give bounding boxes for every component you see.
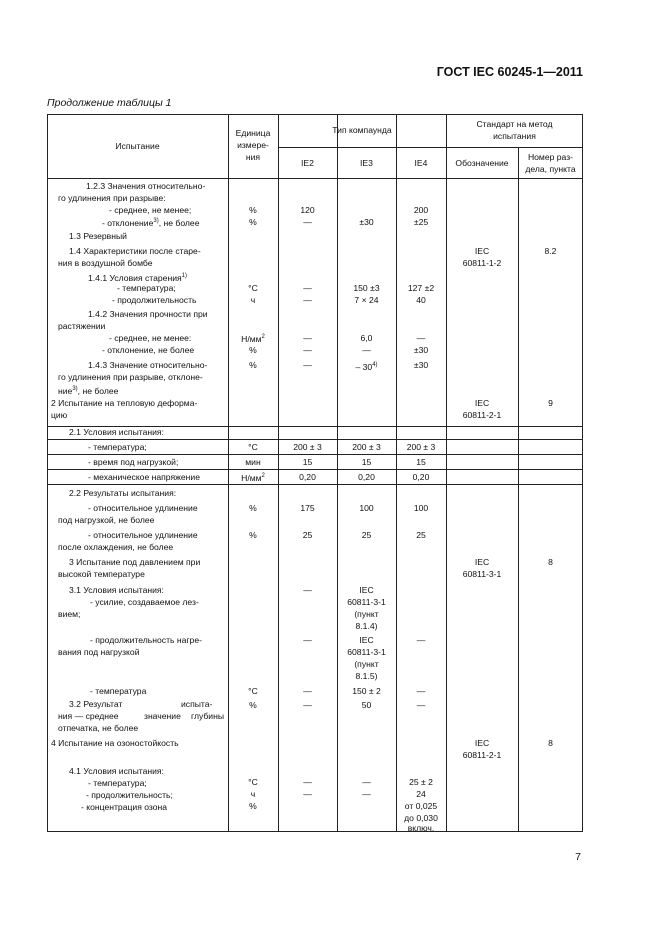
- row-1-4-2-b: растяжении: [58, 321, 106, 331]
- row-2: 2 Испытание на тепловую деформа-: [51, 398, 198, 408]
- row-1-4-1-ie4-a: 127 ±2: [407, 283, 435, 293]
- row-3-1-b-ie4: —: [416, 635, 426, 645]
- row-2-1-temp-ie2: 200 ± 3: [293, 442, 322, 452]
- row-4-1-temp: - температура;: [88, 778, 147, 788]
- row-4-1-unit-1: °C: [248, 777, 258, 787]
- row-2-2-a: - относительное удлинение: [88, 503, 198, 513]
- col-unit-1: Единица: [235, 128, 271, 138]
- row-1-3: 1.3 Резервный: [69, 231, 127, 241]
- row-4-1-unit-3: %: [249, 801, 257, 811]
- row-2-1-temp: - температура;: [88, 442, 147, 452]
- row-1-4-1-ie3-b: 7 × 24: [354, 295, 379, 305]
- row-1-4-3-c: ние$^{3)}$, не более: [58, 385, 119, 396]
- row-1-4-1-unit-2: ч: [250, 295, 256, 305]
- row-2-1-stress-ie3: 0,20: [358, 472, 375, 482]
- row-2-2-b-2: после охлаждения, не более: [58, 542, 174, 552]
- table-caption: Продолжение таблицы 1: [47, 97, 172, 109]
- row-1-2-3-mean: - среднее, не менее;: [109, 205, 192, 215]
- col-std-1: Стандарт на метод: [476, 119, 553, 129]
- row-2-2-a-2: под нагрузкой, не более: [58, 515, 155, 525]
- row-4-1-ie3-a: —: [362, 777, 371, 787]
- row-2-b: цию: [51, 410, 68, 420]
- row-1-4-2-unit-1: $Н/мм^2$: [241, 333, 265, 344]
- requirements-table: [47, 114, 583, 832]
- row-1-4-2-ie3-a: 6,0: [360, 333, 373, 343]
- row-3-2-b3: глубины: [191, 711, 224, 721]
- row-1-4-2-ie4-b: ±30: [413, 345, 429, 355]
- row-3-2-ie3: 50: [361, 700, 372, 710]
- row-3-std-1: IEC: [474, 557, 490, 567]
- row-4-1-dur: - продолжительность;: [86, 790, 173, 800]
- col-std-2: испытания: [493, 131, 536, 141]
- row-3-1-b-2: вания под нагрузкой: [58, 647, 140, 657]
- row-2-1-temp-ie3: 200 ± 3: [352, 442, 381, 452]
- col-ie4: IE4: [414, 158, 428, 168]
- row-2-1-stress-unit: $Н/мм^2$: [241, 472, 265, 483]
- row-1-4-1-ie2-b: —: [303, 295, 312, 305]
- row-3-1: 3.1 Условия испытания:: [69, 585, 164, 595]
- col-test: Испытание: [115, 141, 160, 151]
- row-1-2-3-ie4-dev: ±25: [413, 217, 429, 227]
- row-1-2-3-unit-2: %: [249, 217, 257, 227]
- row-2-1-time-unit: мин: [245, 457, 261, 467]
- row-3-1-a-2: вием;: [58, 609, 81, 619]
- row-1-4-1-ie4-b: 40: [416, 295, 426, 305]
- row-3-1-a-ie3-3: (пункт: [354, 609, 379, 619]
- row-2-2-b-ie2: 25: [302, 530, 313, 540]
- row-4: 4 Испытание на озоностойкость: [51, 738, 179, 748]
- row-4-section: 8: [548, 738, 553, 748]
- row-1-4-3-ie4: ±30: [413, 360, 429, 370]
- row-4-1-ie2-b: —: [303, 789, 312, 799]
- row-2-1-time-ie4: 15: [416, 457, 426, 467]
- row-1-4-2-mean: - среднее, не менее:: [109, 333, 192, 343]
- row-1-4: 1.4 Характеристики после старе-: [69, 246, 201, 256]
- row-1-4-1-dur: - продолжительность: [112, 295, 197, 305]
- row-2-2-a-ie3: 100: [359, 503, 374, 513]
- row-2-2-a-unit: %: [249, 503, 257, 513]
- row-3-1-b-ie3-4: 8.1.5): [355, 671, 378, 681]
- row-3-2-ie4: —: [416, 700, 426, 710]
- row-4-std-2: 60811-2-1: [462, 750, 502, 760]
- row-4-1-ie4-c: от 0,025: [404, 801, 438, 811]
- row-4-1-ie3-b: —: [362, 789, 371, 799]
- row-3-2-unit: %: [249, 700, 257, 710]
- row-3-1-b-ie3-2: 60811-3-1: [347, 647, 386, 657]
- row-2-1-time-ie2: 15: [302, 457, 313, 467]
- col-designation: Обозначение: [455, 158, 509, 168]
- row-3-2-a2: испыта-: [181, 699, 213, 709]
- row-3-b: высокой температуре: [58, 569, 145, 579]
- row-3-2-a1: 3.2 Результат: [69, 699, 123, 709]
- col-section-1: Номер раз-: [527, 152, 574, 162]
- row-1-2-3-title-2: го удлинения при разрыве:: [58, 193, 166, 203]
- page-number: 7: [575, 851, 581, 863]
- row-1-2-3-ie4: 200: [413, 205, 429, 215]
- row-3-1-c-unit: °C: [248, 686, 258, 696]
- row-2-std-1: IEC: [474, 398, 490, 408]
- row-1-2-3-ie2: 120: [300, 205, 315, 215]
- row-1-4-1-ie3-a: 150 ±3: [353, 283, 380, 293]
- row-4-1-ie4-b: 24: [416, 789, 426, 799]
- row-1-4-3-b: го удлинения при разрыве, отклоне-: [58, 372, 203, 382]
- row-3-1-b-ie3-3: (пункт: [354, 659, 379, 669]
- row-2-2-a-ie4: 100: [413, 503, 429, 513]
- row-1-2-3-ie3-dev: ±30: [359, 217, 374, 227]
- row-1-4-2-unit-2: %: [249, 345, 257, 355]
- row-1-4-2: ния в воздушной бомбе: [58, 258, 153, 268]
- row-2-std-2: 60811-2-1: [462, 410, 502, 420]
- row-4-1-ie2-a: —: [303, 777, 312, 787]
- row-2-2: 2.2 Результаты испытания:: [69, 488, 177, 498]
- row-1-4-3-ie2: —: [303, 360, 312, 370]
- row-2-1-time-ie3: 15: [361, 457, 372, 467]
- row-1-4-2-ie2-b: —: [303, 345, 312, 355]
- row-1-4-3: 1.4.3 Значение относительно-: [88, 360, 208, 370]
- row-1-4-2-dev: - отклонение, не более: [102, 345, 195, 355]
- row-1-4-2-ie2-a: —: [303, 333, 312, 343]
- row-3: 3 Испытание под давлением при: [69, 557, 201, 567]
- row-3-2-ie2: —: [303, 700, 312, 710]
- row-3-1-c-ie4: —: [416, 686, 426, 696]
- row-1-4-3-ie3: – 30$^{4)}$: [355, 361, 378, 372]
- row-4-1-conc: - концентрация озона: [81, 802, 168, 812]
- row-3-2-b1: ния — среднее: [58, 711, 119, 721]
- row-2-1-stress: - механическое напряжение: [88, 472, 200, 482]
- row-1-4-section: 8.2: [544, 246, 557, 256]
- row-1-2-3-dev: - отклонение$^{3)}$, не более: [102, 217, 200, 228]
- row-2-2-b-unit: %: [249, 530, 257, 540]
- row-3-1-a-ie2: —: [303, 585, 312, 595]
- row-1-4-1-unit-1: °C: [248, 283, 258, 293]
- row-3-1-b: - продолжительность нагре-: [90, 635, 202, 645]
- row-3-std-2: 60811-3-1: [462, 569, 502, 579]
- row-3-1-c-ie2: —: [303, 686, 312, 696]
- row-1-4-2-ie3-b: —: [362, 345, 371, 355]
- row-4-1-ie4-d: до 0,030: [404, 813, 438, 823]
- row-3-1-b-ie2: —: [303, 635, 312, 645]
- row-3-1-a-ie3-4: 8.1.4): [355, 621, 378, 631]
- row-1-4-2: 1.4.2 Значения прочности при: [88, 309, 208, 319]
- row-1-4-3-unit: %: [249, 360, 257, 370]
- row-3-1-a-ie3-1: IEC: [359, 585, 374, 595]
- row-1-4-std-2: 60811-1-2: [462, 258, 502, 268]
- row-1-2-3-unit: %: [249, 205, 257, 215]
- row-2-2-b-ie3: 25: [361, 530, 372, 540]
- col-compound: Тип компаунда: [332, 125, 392, 135]
- row-2-1: 2.1 Условия испытания:: [69, 427, 164, 437]
- row-3-1-b-ie3-1: IEC: [359, 635, 374, 645]
- row-2-1-stress-ie2: 0,20: [299, 472, 316, 482]
- row-3-1-a-ie3-2: 60811-3-1: [347, 597, 386, 607]
- col-ie3: IE3: [360, 158, 373, 168]
- row-4-1: 4.1 Условия испытания:: [69, 766, 164, 776]
- row-4-1-ie4-e: включ.: [407, 823, 435, 833]
- row-1-4-1: 1.4.1 Условия старения$^{1)}$: [88, 272, 187, 283]
- row-2-2-b-ie4: 25: [416, 530, 426, 540]
- row-4-1-ie4-a: 25 ± 2: [409, 777, 433, 787]
- row-3-1-a: - усилие, создаваемое лез-: [90, 597, 199, 607]
- row-2-1-temp-ie4: 200 ± 3: [406, 442, 436, 452]
- row-1-4-std-1: IEC: [474, 246, 490, 256]
- row-2-1-stress-ie4: 0,20: [412, 472, 430, 482]
- row-1-2-3-title: 1.2.3 Значения относительно-: [86, 181, 206, 191]
- row-3-2-c: отпечатка, не более: [58, 723, 139, 733]
- row-4-1-unit-2: ч: [250, 789, 256, 799]
- col-section-2: дела, пункта: [525, 164, 576, 174]
- row-3-1-c-ie3: 150 ± 2: [352, 686, 381, 696]
- row-2-2-b: - относительное удлинение: [88, 530, 198, 540]
- row-2-1-time: - время под нагрузкой;: [88, 457, 179, 467]
- row-2-2-a-ie2: 175: [300, 503, 315, 513]
- row-1-4-2-ie4-a: —: [416, 333, 426, 343]
- col-unit-2: измере-: [237, 140, 269, 150]
- col-ie2: IE2: [301, 158, 314, 168]
- standard-header: ГОСТ IEC 60245-1—2011: [436, 65, 583, 79]
- col-unit-3: ния: [245, 152, 261, 162]
- row-4-std-1: IEC: [474, 738, 490, 748]
- row-3-1-c: - температура: [90, 686, 147, 696]
- row-1-4-1-ie2-a: —: [303, 283, 312, 293]
- row-2-section: 9: [548, 398, 553, 408]
- row-3-2-b2: значение: [144, 711, 181, 721]
- row-3-section: 8: [548, 557, 553, 567]
- row-1-2-3-ie2-dev: —: [303, 217, 312, 227]
- row-2-1-temp-unit: °C: [248, 442, 258, 452]
- row-1-4-1-temp: - температура;: [117, 283, 176, 293]
